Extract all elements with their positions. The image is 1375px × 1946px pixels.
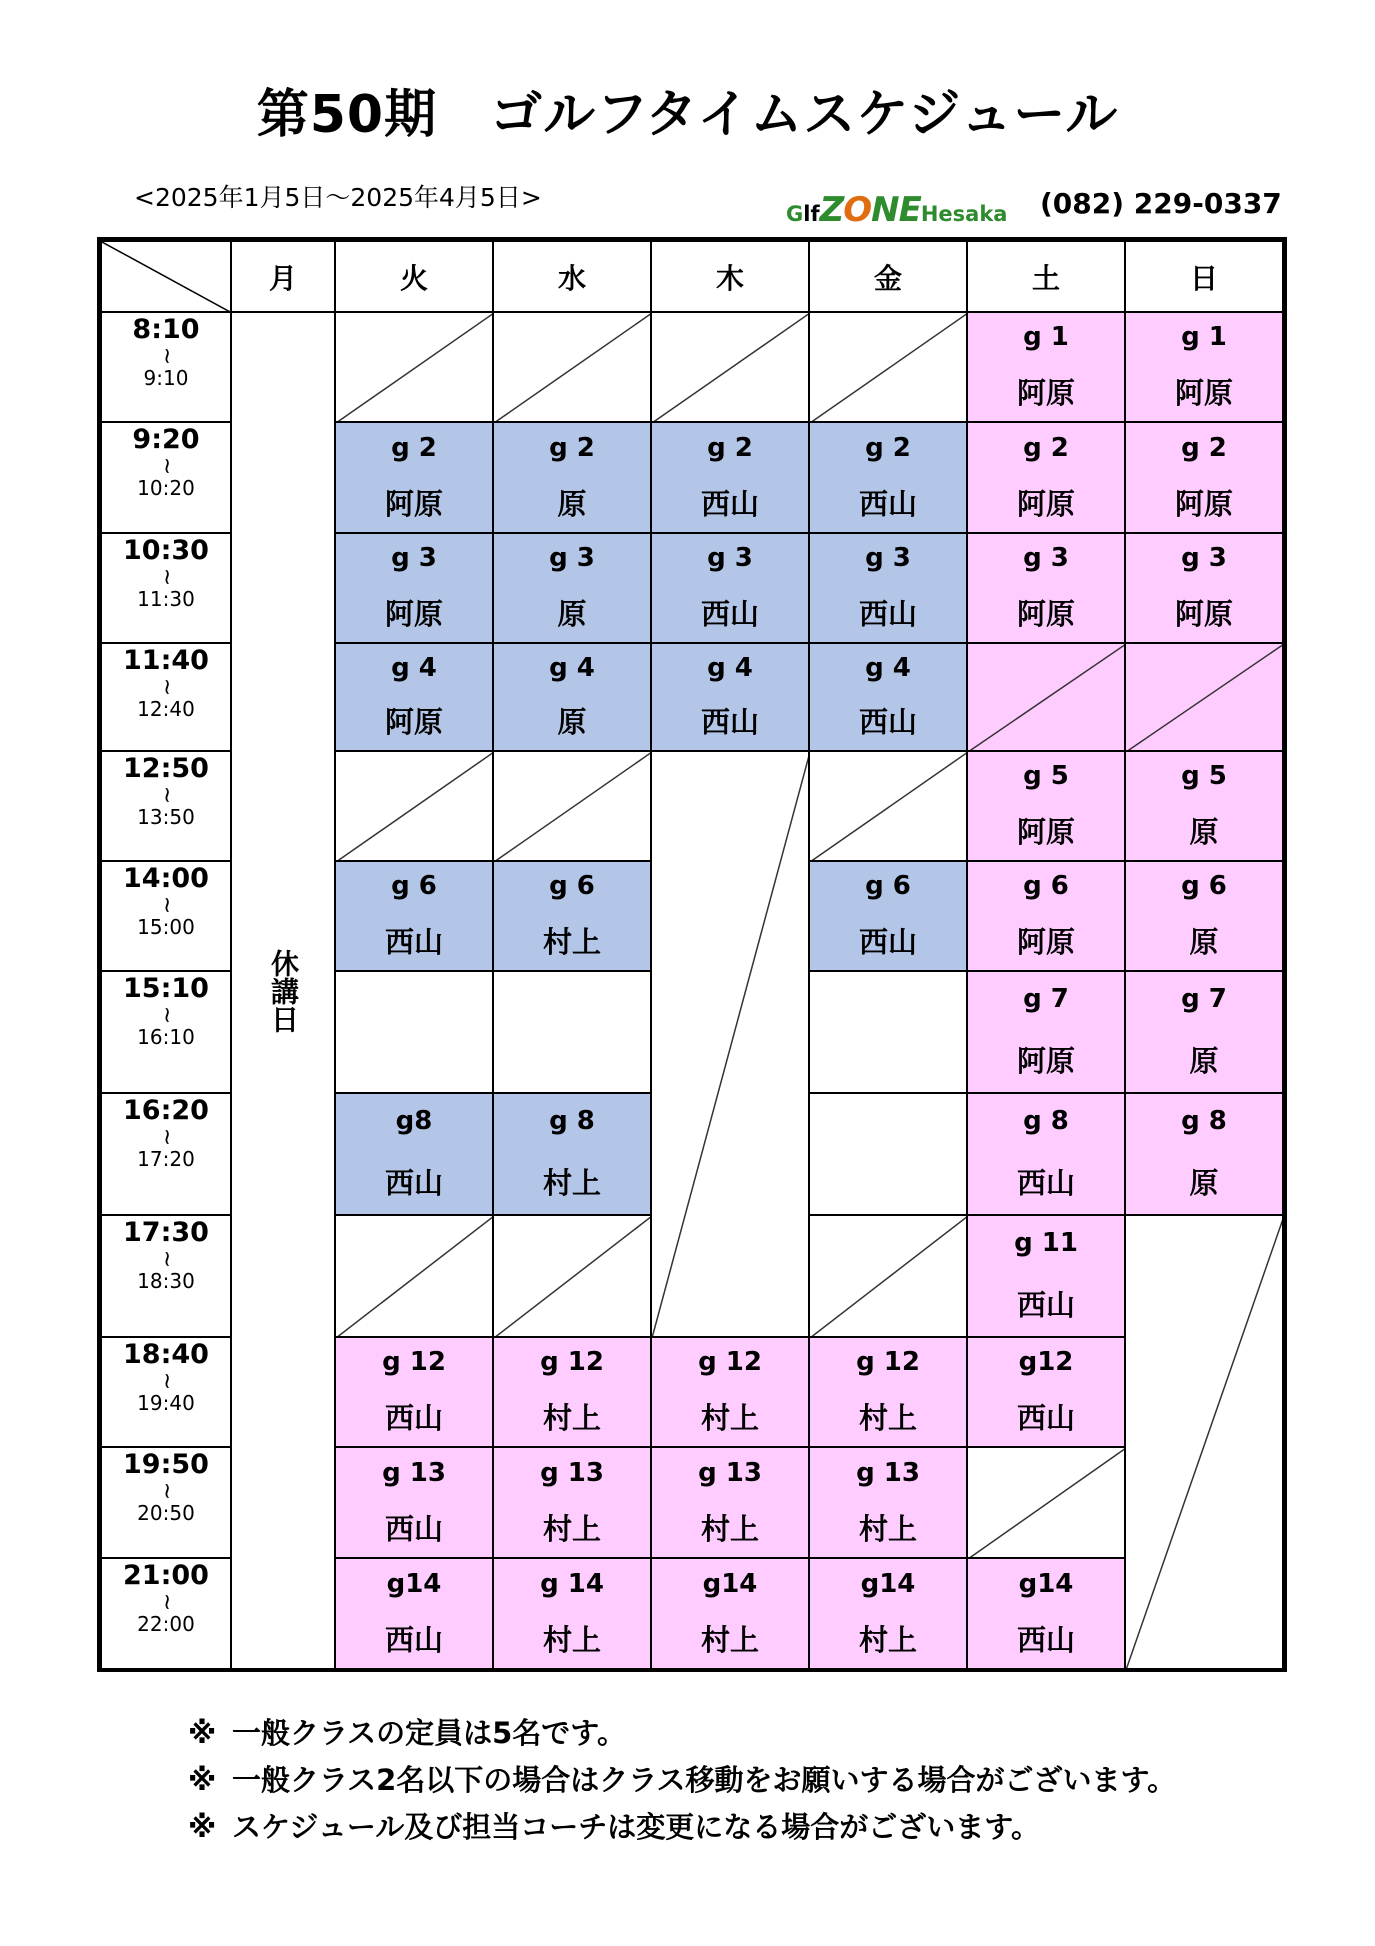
empty-cell	[335, 1215, 493, 1337]
coach-name: 原	[1189, 1165, 1219, 1200]
phone-number: (082) 229-0337	[1040, 187, 1282, 220]
time-tilde: ~	[154, 1592, 179, 1612]
diagonal-slash	[1126, 644, 1282, 750]
lesson-cell	[493, 1558, 651, 1669]
class-code: g 1	[1181, 322, 1227, 353]
time-start: 10:30	[123, 535, 209, 566]
class-code: g 4	[865, 652, 911, 683]
coach-name: 阿原	[384, 596, 443, 631]
lesson-cell	[335, 1447, 493, 1558]
coach-name: 原	[1189, 924, 1219, 959]
lesson-cell	[335, 861, 493, 971]
lesson-cell	[493, 643, 651, 751]
coach-name: 西山	[1016, 1165, 1075, 1200]
time-slot	[101, 312, 231, 422]
period-range: <2025年1月5日～2025年4月5日>	[134, 183, 542, 212]
lesson-cell	[967, 1215, 1125, 1337]
lesson-cell	[493, 1337, 651, 1447]
time-end: 15:00	[137, 915, 195, 939]
lesson-cell	[809, 533, 967, 643]
time-slot	[101, 1337, 231, 1447]
time-tilde: ~	[154, 895, 179, 915]
lesson-cell	[651, 1558, 809, 1669]
class-code: g 3	[549, 543, 595, 574]
notes	[188, 1710, 1176, 1851]
coach-name: 村上	[700, 1511, 759, 1546]
time-end: 10:20	[137, 476, 195, 500]
time-slot	[101, 1215, 231, 1337]
time-tilde: ~	[154, 346, 179, 366]
lesson-cell	[651, 643, 809, 751]
coach-name: 村上	[542, 1622, 601, 1657]
empty-cell	[967, 1447, 1125, 1558]
time-tilde: ~	[154, 567, 179, 587]
time-end: 18:30	[137, 1269, 195, 1293]
lesson-cell	[493, 861, 651, 971]
class-code: g 2	[1023, 432, 1069, 463]
lesson-cell	[967, 751, 1125, 861]
lesson-cell	[1125, 1093, 1283, 1215]
class-code: g8	[395, 1106, 433, 1137]
lesson-cell	[1125, 751, 1283, 861]
coach-name: 原	[1189, 814, 1219, 849]
coach-name: 阿原	[1016, 596, 1075, 631]
empty-cell	[1125, 1215, 1283, 1669]
time-end: 12:40	[137, 697, 195, 721]
class-code: g 6	[391, 871, 437, 902]
lesson-cell	[1125, 422, 1283, 533]
empty-cell	[493, 751, 651, 861]
class-code: g 4	[391, 652, 437, 683]
logo-olf: lf	[803, 202, 820, 226]
diagonal-slash	[336, 313, 492, 421]
lesson-cell	[809, 643, 967, 751]
time-start: 18:40	[123, 1339, 209, 1370]
logo-z: Z	[819, 190, 844, 230]
day-header: 月	[231, 241, 335, 312]
time-end: 11:30	[137, 587, 195, 611]
logo-g: G	[786, 202, 804, 226]
lesson-cell	[493, 1447, 651, 1558]
time-slot	[101, 1447, 231, 1558]
coach-name: 西山	[858, 486, 917, 521]
diagonal-slash	[968, 644, 1124, 750]
time-start: 12:50	[123, 753, 209, 784]
coach-name: 阿原	[1174, 486, 1233, 521]
class-code: g 5	[1023, 761, 1069, 792]
empty-cell	[1125, 643, 1283, 751]
time-start: 9:20	[132, 424, 200, 455]
note-text: スケジュール及び担当コーチは変更になる場合がございます。	[232, 1810, 1040, 1844]
empty-cell	[335, 751, 493, 861]
diagonal-slash	[336, 752, 492, 860]
schedule-table	[97, 237, 1287, 1672]
class-code: g 2	[865, 432, 911, 463]
day-header: 火	[335, 241, 493, 312]
time-end: 9:10	[143, 366, 189, 390]
coach-name: 阿原	[384, 486, 443, 521]
class-code: g 13	[856, 1457, 920, 1488]
lesson-cell	[967, 971, 1125, 1093]
lesson-cell	[967, 312, 1125, 422]
time-start: 8:10	[132, 314, 200, 345]
coach-name: 西山	[700, 596, 759, 631]
diagonal-slash	[336, 1216, 492, 1336]
coach-name: 西山	[858, 924, 917, 959]
time-tilde: ~	[154, 1127, 179, 1147]
class-code: g 12	[382, 1347, 446, 1378]
logo-ball-o: O	[843, 190, 872, 230]
note-mark: ※	[188, 1763, 217, 1797]
coach-name: 原	[557, 705, 587, 740]
coach-name: 村上	[542, 924, 601, 959]
lesson-cell	[335, 643, 493, 751]
lesson-cell	[651, 1447, 809, 1558]
class-code: g 4	[549, 652, 595, 683]
lesson-cell	[809, 1447, 967, 1558]
class-code: g14	[386, 1568, 442, 1599]
coach-name: 村上	[858, 1622, 917, 1657]
coach-name: 西山	[700, 486, 759, 521]
empty-cell	[493, 971, 651, 1093]
day-header: 金	[809, 241, 967, 312]
lesson-cell	[1125, 861, 1283, 971]
note-mark: ※	[188, 1716, 217, 1750]
lesson-cell	[651, 1337, 809, 1447]
time-start: 14:00	[123, 863, 209, 894]
class-code: g 1	[1023, 322, 1069, 353]
coach-name: 西山	[384, 1511, 443, 1546]
coach-name: 村上	[700, 1622, 759, 1657]
coach-name: 阿原	[384, 705, 443, 740]
class-code: g 8	[1023, 1106, 1069, 1137]
class-code: g 3	[391, 543, 437, 574]
diagonal-slash	[652, 313, 808, 421]
monday-closed: 休講日	[231, 312, 335, 1669]
diagonal-slash	[494, 752, 650, 860]
class-code: g 2	[707, 432, 753, 463]
class-code: g 7	[1023, 984, 1069, 1015]
lesson-cell	[967, 533, 1125, 643]
coach-name: 原	[557, 486, 587, 521]
diagonal-slash	[810, 1216, 966, 1336]
coach-name: 阿原	[1016, 486, 1075, 521]
time-tilde: ~	[154, 456, 179, 476]
time-slot	[101, 533, 231, 643]
lesson-cell	[967, 861, 1125, 971]
empty-cell	[651, 312, 809, 422]
time-tilde: ~	[154, 1371, 179, 1391]
empty-cell	[651, 751, 809, 1337]
day-header: 水	[493, 241, 651, 312]
day-header: 日	[1125, 241, 1283, 312]
diagonal-slash	[494, 313, 650, 421]
diagonal-slash	[968, 1448, 1124, 1557]
header-corner	[101, 241, 231, 312]
diagonal-slash	[652, 752, 808, 1336]
class-code: g 3	[1023, 543, 1069, 574]
time-slot	[101, 971, 231, 1093]
time-tilde: ~	[154, 1481, 179, 1501]
coach-name: 原	[557, 596, 587, 631]
class-code: g 13	[382, 1457, 446, 1488]
coach-name: 西山	[858, 596, 917, 631]
time-slot	[101, 1558, 231, 1669]
time-slot	[101, 1093, 231, 1215]
coach-name: 原	[1189, 1043, 1219, 1078]
note-mark: ※	[188, 1810, 217, 1844]
class-code: g 6	[549, 871, 595, 902]
class-code: g 7	[1181, 984, 1227, 1015]
class-code: g 5	[1181, 761, 1227, 792]
class-code: g 2	[391, 432, 437, 463]
empty-cell	[809, 751, 967, 861]
lesson-cell	[335, 1337, 493, 1447]
lesson-cell	[967, 422, 1125, 533]
coach-name: 西山	[1016, 1622, 1075, 1657]
class-code: g14	[702, 1568, 758, 1599]
note-text: 一般クラス2名以下の場合はクラス移動をお願いする場合がございます。	[232, 1763, 1177, 1797]
lesson-cell	[493, 1093, 651, 1215]
class-code: g 13	[540, 1457, 604, 1488]
coach-name: 西山	[1016, 1400, 1075, 1435]
time-tilde: ~	[154, 1005, 179, 1025]
lesson-cell	[335, 1558, 493, 1669]
class-code: g 3	[1181, 543, 1227, 574]
class-code: g 6	[865, 871, 911, 902]
lesson-cell	[651, 533, 809, 643]
class-code: g 2	[1181, 432, 1227, 463]
class-code: g 6	[1181, 871, 1227, 902]
time-slot	[101, 643, 231, 751]
time-end: 20:50	[137, 1501, 195, 1525]
lesson-cell	[967, 1558, 1125, 1669]
diagonal-slash	[494, 1216, 650, 1336]
time-start: 19:50	[123, 1449, 209, 1480]
lesson-cell	[1125, 971, 1283, 1093]
diagonal-slash	[810, 752, 966, 860]
time-end: 19:40	[137, 1391, 195, 1415]
time-start: 17:30	[123, 1217, 209, 1248]
class-code: g 12	[856, 1347, 920, 1378]
diagonal-slash	[1126, 1216, 1282, 1668]
lesson-cell	[335, 422, 493, 533]
class-code: g 3	[707, 543, 753, 574]
time-end: 13:50	[137, 805, 195, 829]
time-tilde: ~	[154, 785, 179, 805]
day-header: 木	[651, 241, 809, 312]
class-code: g 6	[1023, 871, 1069, 902]
coach-name: 阿原	[1016, 1043, 1075, 1078]
empty-cell	[809, 971, 967, 1093]
class-code: g 11	[1014, 1228, 1078, 1259]
logo-ne: NE	[871, 190, 921, 230]
corner-slash	[102, 242, 230, 311]
day-header: 土	[967, 241, 1125, 312]
lesson-cell	[967, 1337, 1125, 1447]
empty-cell	[809, 1093, 967, 1215]
lesson-cell	[493, 533, 651, 643]
class-code: g 13	[698, 1457, 762, 1488]
lesson-cell	[809, 1558, 967, 1669]
class-code: g 2	[549, 432, 595, 463]
coach-name: 村上	[858, 1511, 917, 1546]
time-end: 22:00	[137, 1612, 195, 1636]
time-start: 16:20	[123, 1095, 209, 1126]
coach-name: 西山	[384, 924, 443, 959]
coach-name: 西山	[1016, 1287, 1075, 1322]
coach-name: 村上	[700, 1400, 759, 1435]
empty-cell	[809, 312, 967, 422]
lesson-cell	[1125, 312, 1283, 422]
diagonal-slash	[810, 313, 966, 421]
note-item	[188, 1757, 1176, 1804]
coach-name: 西山	[858, 705, 917, 740]
class-code: g 4	[707, 652, 753, 683]
coach-name: 阿原	[1016, 375, 1075, 410]
logo	[786, 190, 1007, 230]
time-slot	[101, 422, 231, 533]
lesson-cell	[809, 1337, 967, 1447]
lesson-cell	[651, 422, 809, 533]
time-start: 21:00	[123, 1560, 209, 1591]
time-slot	[101, 751, 231, 861]
coach-name: 阿原	[1174, 596, 1233, 631]
lesson-cell	[493, 422, 651, 533]
coach-name: 阿原	[1016, 924, 1075, 959]
class-code: g 12	[540, 1347, 604, 1378]
time-tilde: ~	[154, 677, 179, 697]
logo-hesaka: Hesaka	[920, 202, 1008, 226]
class-code: g 3	[865, 543, 911, 574]
class-code: g14	[1018, 1568, 1074, 1599]
empty-cell	[809, 1215, 967, 1337]
coach-name: 西山	[384, 1622, 443, 1657]
lesson-cell	[1125, 533, 1283, 643]
coach-name: 村上	[542, 1511, 601, 1546]
lesson-cell	[809, 422, 967, 533]
class-code: g12	[1018, 1347, 1074, 1378]
coach-name: 西山	[700, 705, 759, 740]
lesson-cell	[335, 1093, 493, 1215]
empty-cell	[493, 1215, 651, 1337]
class-code: g 14	[540, 1568, 604, 1599]
time-start: 11:40	[123, 645, 209, 676]
note-item	[188, 1710, 1176, 1757]
coach-name: 村上	[542, 1165, 601, 1200]
empty-cell	[493, 312, 651, 422]
lesson-cell	[335, 533, 493, 643]
empty-cell	[335, 312, 493, 422]
lesson-cell	[809, 861, 967, 971]
empty-cell	[967, 643, 1125, 751]
note-text: 一般クラスの定員は5名です。	[232, 1716, 626, 1750]
time-end: 16:10	[137, 1025, 195, 1049]
coach-name: 村上	[542, 1400, 601, 1435]
coach-name: 阿原	[1174, 375, 1233, 410]
time-end: 17:20	[137, 1147, 195, 1171]
coach-name: 阿原	[1016, 814, 1075, 849]
time-tilde: ~	[154, 1249, 179, 1269]
class-code: g 8	[549, 1106, 595, 1137]
class-code: g14	[860, 1568, 916, 1599]
lesson-cell	[967, 1093, 1125, 1215]
class-code: g 8	[1181, 1106, 1227, 1137]
coach-name: 西山	[384, 1165, 443, 1200]
time-slot	[101, 861, 231, 971]
note-item	[188, 1804, 1176, 1851]
coach-name: 西山	[384, 1400, 443, 1435]
time-start: 15:10	[123, 973, 209, 1004]
empty-cell	[335, 971, 493, 1093]
class-code: g 12	[698, 1347, 762, 1378]
page-title: 第50期 ゴルフタイムスケジュール	[256, 85, 1119, 145]
coach-name: 村上	[858, 1400, 917, 1435]
